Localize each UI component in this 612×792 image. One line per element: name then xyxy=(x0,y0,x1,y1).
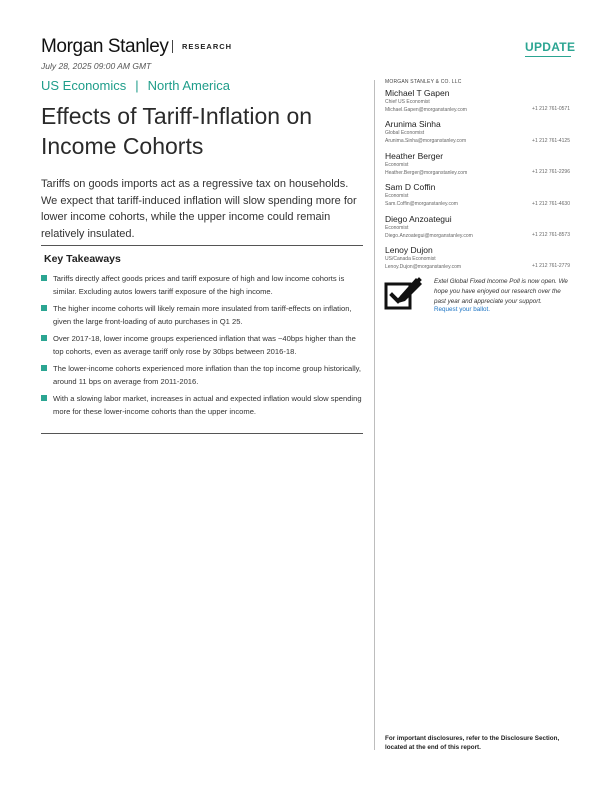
author-phone: +1 212 761-4125 xyxy=(532,137,570,144)
author-name: Arunima Sinha xyxy=(385,119,441,130)
author-entry xyxy=(385,245,570,276)
author-entry xyxy=(385,151,570,182)
report-title: Effects of Tariff-Inflation on Income Cohorts xyxy=(41,103,313,159)
disclosure-note: For important disclosures, refer to the Disclosure Section, located at the end of this report. xyxy=(385,735,560,751)
ballot-pen-icon xyxy=(383,275,425,317)
takeaways-bottom-rule xyxy=(41,433,363,434)
takeaways-top-rule xyxy=(41,245,363,246)
section-label: RESEARCH xyxy=(182,42,233,51)
company-name: MORGAN STANLEY & CO. LLC xyxy=(385,79,462,85)
sidebar-divider xyxy=(374,80,375,750)
author-email[interactable]: Michael.Gapen@morganstanley.com xyxy=(385,107,467,113)
author-entry xyxy=(385,182,570,213)
author-role: Economist xyxy=(385,193,409,200)
list-item xyxy=(41,392,365,418)
author-role: Chief US Economist xyxy=(385,99,430,105)
author-email[interactable]: Diego.Anzoategui@morganstanley.com xyxy=(385,232,473,239)
author-entry xyxy=(385,214,570,245)
author-list xyxy=(385,88,570,276)
author-name: Heather Berger xyxy=(385,150,444,161)
author-role: Economist xyxy=(385,161,409,168)
takeaway-text: The lower-income cohorts experienced more inflation than the top income group historically, around 11 bps on average from 2011-2016. xyxy=(53,364,361,386)
takeaway-text: Tariffs directly affect goods prices and tariff exposure of high and low income cohorts is similar. Excluding autos lowers tariff exposure of the high income. xyxy=(53,274,345,296)
list-item xyxy=(41,272,365,298)
author-phone: +1 212 761-2296 xyxy=(532,169,570,176)
author-email[interactable]: Lenoy.Dujon@morganstanley.com xyxy=(385,263,462,270)
brand-logo: Morgan Stanley xyxy=(41,36,169,57)
takeaway-text: Over 2017-18, lower income groups experienced inflation that was ~40bps higher than the top cohorts, even as average tariff only rose by 30bps between 2016-18. xyxy=(53,334,356,356)
author-name: Diego Anzoategui xyxy=(385,213,452,224)
request-ballot-link[interactable]: Request your ballot. xyxy=(434,306,491,313)
bullet-icon xyxy=(41,365,47,371)
author-role: US/Canada Economist xyxy=(385,255,436,262)
author-phone: +1 212 761-8573 xyxy=(532,231,570,238)
author-email[interactable]: Heather.Berger@morganstanley.com xyxy=(385,169,468,176)
author-phone: +1 212 761-4630 xyxy=(532,200,570,207)
list-item xyxy=(41,302,365,328)
tag-separator: | xyxy=(135,78,139,93)
author-phone: +1 212 761-0571 xyxy=(532,106,570,113)
author-name: Sam D Coffin xyxy=(385,182,436,193)
author-role: Economist xyxy=(385,224,409,231)
author-email[interactable]: Arunima.Sinha@morganstanley.com xyxy=(385,138,467,145)
author-role: Global Economist xyxy=(385,130,425,137)
takeaways-heading: Key Takeaways xyxy=(44,253,121,265)
bullet-icon xyxy=(41,305,47,311)
author-entry xyxy=(385,88,570,119)
takeaway-text: The higher income cohorts will likely remain more insulated from tariff-effects on inflation, given the large front-loading of auto purchases in Q1 25. xyxy=(53,304,352,326)
list-item xyxy=(41,332,365,358)
list-item xyxy=(41,362,365,388)
report-summary: Tariffs on goods imports act as a regressive tax on households. We expect that tariff-induced inflation will slow spending more for lower income cohorts, while the upper income could remain relatively insulated. xyxy=(41,178,357,240)
bullet-icon xyxy=(41,335,47,341)
author-name: Lenoy Dujon xyxy=(385,244,433,255)
takeaways-list xyxy=(41,272,365,422)
author-name: Michael T Gapen xyxy=(385,88,450,98)
bullet-icon xyxy=(41,395,47,401)
author-email[interactable]: Sam.Coffin@morganstanley.com xyxy=(385,201,458,208)
bullet-icon xyxy=(41,275,47,281)
poll-message: Extel Global Fixed Income Poll is now open. We hope you have enjoyed our research over the past year and appreciate your support. xyxy=(434,278,568,305)
update-badge: UPDATE xyxy=(525,40,576,54)
tag-north-america[interactable]: North America xyxy=(147,78,231,93)
author-phone: +1 212 761-2779 xyxy=(532,263,570,270)
update-underline xyxy=(525,56,571,57)
tag-us-economics[interactable]: US Economics xyxy=(41,78,127,93)
publish-date: July 28, 2025 09:00 AM GMT xyxy=(41,61,152,71)
author-entry xyxy=(385,119,570,150)
topic-tags xyxy=(41,78,230,93)
takeaway-text: With a slowing labor market, increases in actual and expected inflation would slow spending more for these lower-income cohorts than the upper income. xyxy=(53,394,362,416)
logo-divider xyxy=(172,40,173,53)
